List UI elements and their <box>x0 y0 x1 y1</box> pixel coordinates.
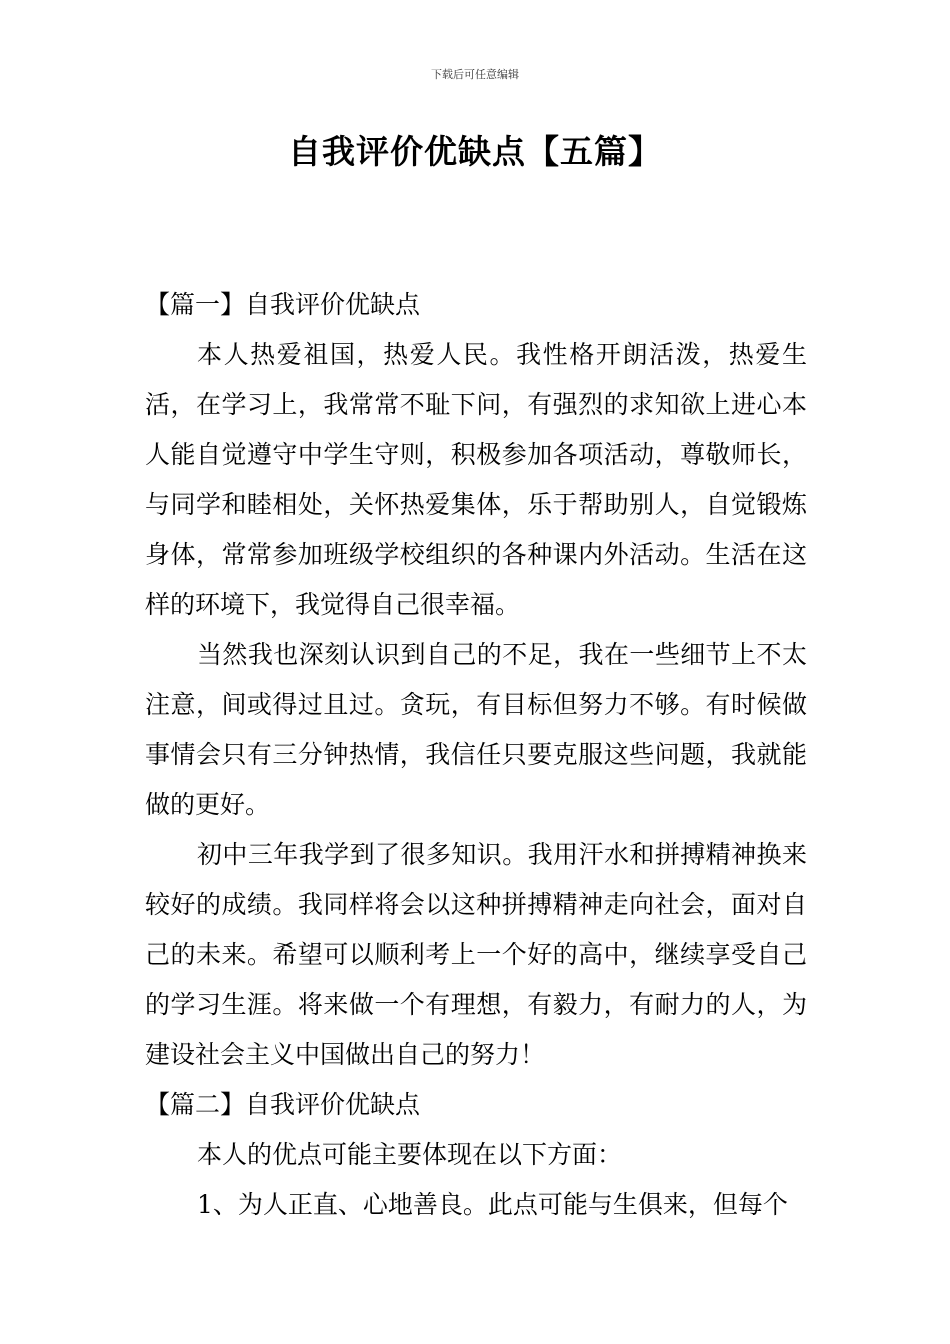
paragraph: 1、为人正直、心地善良。此点可能与生俱来，但每个 <box>197 1190 788 1219</box>
document-body <box>145 280 807 1230</box>
document-title: 自我评价优缺点【五篇】 <box>288 132 662 171</box>
section-heading: 【篇二】自我评价优缺点 <box>145 1090 421 1119</box>
paragraph: 初中三年我学到了很多知识。我用汗水和拼搏精神换来较好的成绩。我同样将会以这种拼搏精神走向社会，面对自己的未来。希望可以顺利考上一个好的高中，继续享受自己的学习生涯。将来做一个有理想，有毅力，有耐力的人，为建设社会主义中国做出自己的努力！ <box>145 840 807 1069</box>
section-heading: 【篇一】自我评价优缺点 <box>145 290 421 319</box>
paragraph: 本人的优点可能主要体现在以下方面： <box>197 1140 623 1169</box>
header-note: 下载后可任意编辑 <box>431 68 519 81</box>
paragraph: 本人热爱祖国，热爱人民。我性格开朗活泼，热爱生活，在学习上，我常常不耻下问，有强烈的求知欲上进心本人能自觉遵守中学生守则，积极参加各项活动，尊敬师长，与同学和睦相处，关怀热爱集体，乐于帮助别人，自觉锻炼身体，常常参加班级学校组织的各种课内外活动。生活在这样的环境下，我觉得自己很幸福。 <box>145 340 807 619</box>
paragraph: 当然我也深刻认识到自己的不足，我在一些细节上不太注意，间或得过且过。贪玩，有目标但努力不够。有时候做事情会只有三分钟热情，我信任只要克服这些问题，我就能做的更好。 <box>145 640 807 819</box>
